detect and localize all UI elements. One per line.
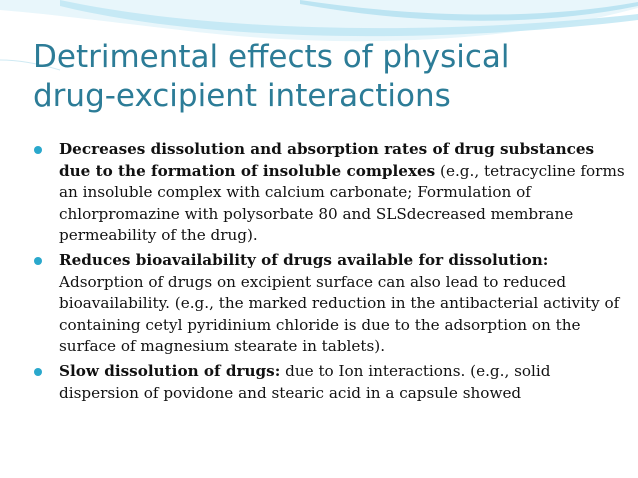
bullet-item-bioavailability <box>30 250 626 358</box>
bullet-text: Adsorption of drugs on excipient surface can also lead to reduced bioavailability. (e.g., the marked reduction in the antibacterial activity of containing cetyl pyridinium chloride is due to the adsorption on the surface of magnesium stearate in tablets). <box>59 272 620 356</box>
bullet-list <box>30 139 626 407</box>
bullet-heading: Slow dissolution of drugs: <box>59 361 281 380</box>
bullet-heading: Reduces bioavailability of drugs available for dissolution: <box>59 250 549 269</box>
bullet-heading: Decreases dissolution and absorption rates of drug substances due to the formation of insoluble complexes <box>59 140 595 180</box>
title-line-2: drug-excipient interactions <box>33 78 451 114</box>
bullet-item-slow-dissolution <box>30 361 626 404</box>
title-line-1: Detrimental effects of physical <box>33 39 510 75</box>
bullet-text: due to Ion interactions. (e.g., solid dispersion of povidone and stearic acid in a capsule showed <box>59 361 551 402</box>
bullet-item-insoluble-complexes <box>30 139 626 247</box>
bullet-dot-icon <box>34 146 42 154</box>
bullet-dot-icon <box>34 368 42 376</box>
bullet-text: (e.g., tetracycline forms an insoluble complex with calcium carbonate; Formulation of chlorpromazine with polysorbate 80 and SLSdecreased membrane permeability of the drug). <box>59 161 625 245</box>
bullet-dot-icon <box>34 257 42 265</box>
slide-title <box>33 38 623 116</box>
